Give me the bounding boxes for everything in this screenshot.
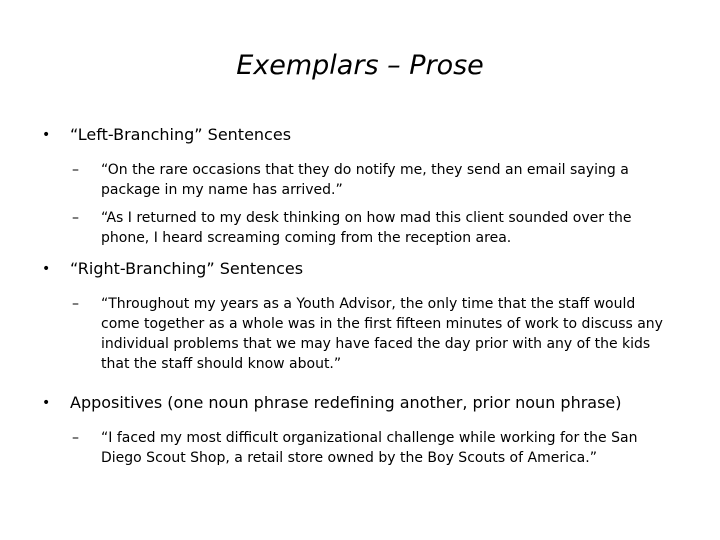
bullet-icon: • bbox=[42, 395, 51, 411]
dash-icon: – bbox=[72, 430, 79, 446]
bullet-heading: “Left-Branching” Sentences bbox=[70, 125, 292, 144]
bullet-icon: • bbox=[42, 127, 51, 143]
sub-bullet-text: “As I returned to my desk thinking on how mad this client sounded over the phone, I heard screaming coming from the reception area. bbox=[101, 210, 632, 246]
bullet-heading: “Right-Branching” Sentences bbox=[70, 259, 304, 278]
sub-bullet-item bbox=[72, 208, 676, 248]
sub-bullet-text: “On the rare occasions that they do notify me, they send an email saying a package in my name has arrived.” bbox=[101, 162, 629, 198]
sub-bullet-text: “Throughout my years as a Youth Advisor, the only time that the staff would come together as a whole was in the first fifteen minutes of work to discuss any individual problems that we may have faced the day prior with any of the kids that the staff should know about.” bbox=[101, 296, 663, 372]
bullet-item-appositives bbox=[42, 392, 680, 414]
slide-content bbox=[0, 124, 720, 468]
dash-icon: – bbox=[72, 162, 79, 178]
sub-bullet-item bbox=[72, 294, 676, 374]
bullet-heading: Appositives (one noun phrase redefining another, prior noun phrase) bbox=[70, 393, 622, 412]
bullet-item-right-branching bbox=[42, 258, 680, 280]
dash-icon: – bbox=[72, 210, 79, 226]
sub-bullet-item bbox=[72, 160, 676, 200]
bullet-icon: • bbox=[42, 261, 51, 277]
dash-icon: – bbox=[72, 296, 79, 312]
sub-bullet-text: “I faced my most difficult organizational challenge while working for the San Diego Scout Shop, a retail store owned by the Boy Scouts of America.” bbox=[101, 430, 638, 466]
sub-bullet-item bbox=[72, 428, 676, 468]
slide-title: Exemplars – Prose bbox=[236, 50, 484, 81]
bullet-item-left-branching bbox=[42, 124, 680, 146]
